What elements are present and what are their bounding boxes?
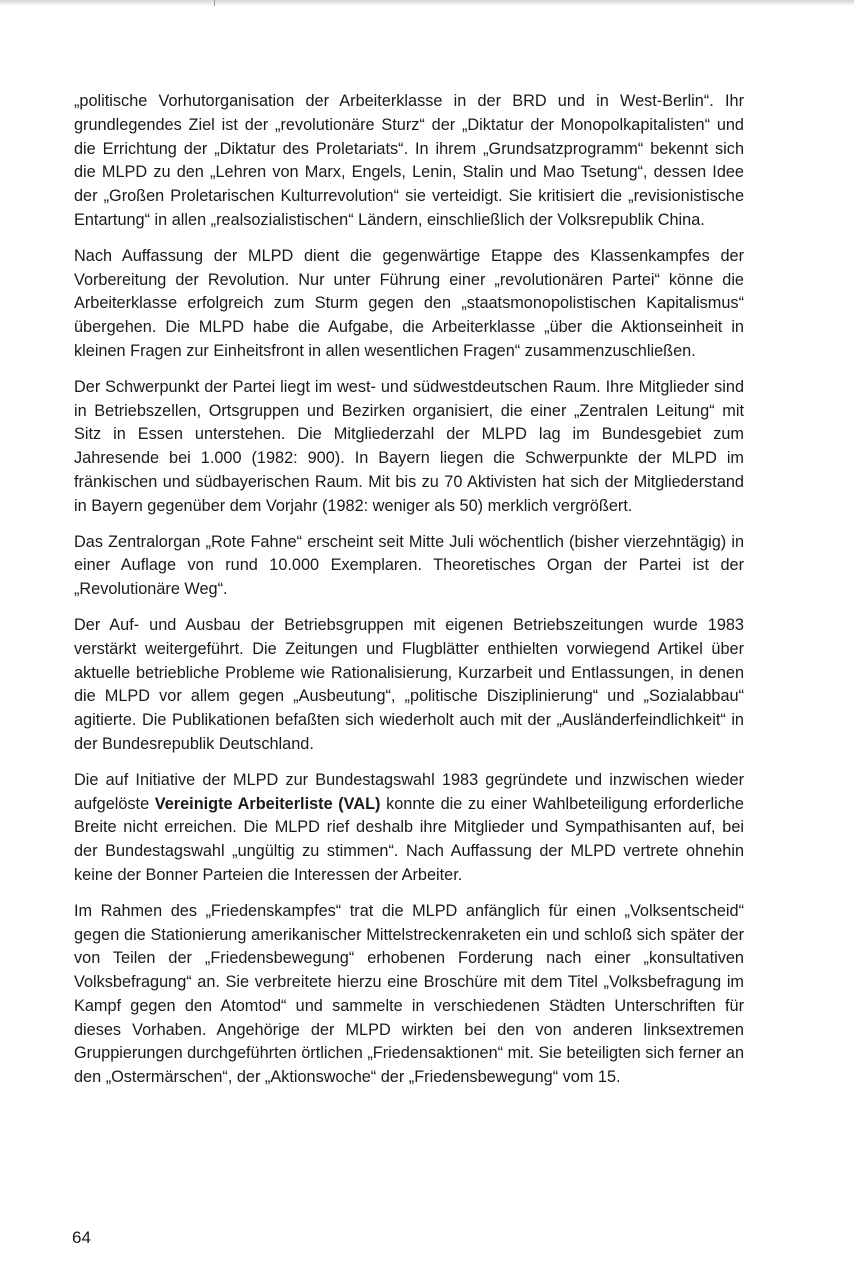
scan-top-edge (0, 0, 854, 6)
paragraph-val-rest: konnte die zu einer Wahlbeteiligung erforderliche Breite nicht erreichen. Die MLPD rief deshalb ihre Mitglieder und Sympathisanten auf, bei der Bundestagswahl „ungültig zu stimmen“. Nach Auffassung der MLPD vertrete ohnehin keine der Bonner Parteien die Interessen der Arbeiter. (74, 794, 744, 884)
body-text (74, 90, 744, 1102)
paragraph-mlpd-goals: „politische Vorhutorganisation der Arbeiterklasse in der BRD und in West-Berlin“. Ihr grundlegendes Ziel ist der „revolutionäre Sturz“ der „Diktatur der Monopolkapitalisten“ und die Errichtung der „Diktatur des Proletariats“. In ihrem „Grundsatzprogramm“ bekennt sich die MLPD zu den „Lehren von Marx, Engels, Lenin, Stalin und Mao Tsetung“, dessen Idee der „Großen Proletarischen Kulturrevolution“ sie verteidigt. Sie kritisiert die „revisionistische Entartung“ in allen „realsozialistischen“ Ländern, einschließlich der Volksrepublik China. (74, 92, 744, 229)
paragraph-peace-campaign: Im Rahmen des „Friedenskampfes“ trat die MLPD anfänglich für einen „Volksentscheid“ gegen die Stationierung amerikanischer Mittelstreckenraketen ein und schloß sich später der von Teilen der „Friedensbewegung“ erhobenen Forderung nach einer „konsultativen Volksbefragung“ an. Sie verbreitete hierzu eine Broschüre mit dem Titel „Volksbefragung im Kampf gegen den Atomtod“ und sammelte in verschiedenen Städten Unterschriften für dieses Vorhaben. Angehörige der MLPD wirkten bei den von anderen linksextremen Gruppierungen durchgeführten örtlichen „Friedensaktionen“ mit. Sie beteiligten sich ferner an den „Ostermärschen“, der „Aktionswoche“ der „Friedensbewegung“ vom 15. (74, 901, 744, 1087)
paragraph-central-organ: Das Zentralorgan „Rote Fahne“ erscheint seit Mitte Juli wöchentlich (bisher vierzehntägig) in einer Auflage von rund 10.000 Exemplaren. Theoretisches Organ der Partei ist der „Revolutionäre Weg“. (74, 532, 744, 599)
paragraph-class-struggle: Nach Auffassung der MLPD dient die gegenwärtige Etappe des Klassenkampfes der Vorbereitung der Revolution. Nur unter Führung einer „revolutionären Partei“ könne die Arbeiterklasse erfolgreich zum Sturm gegen den „staatsmonopolistischen Kapitalismus“ übergehen. Die MLPD habe die Aufgabe, die Arbeiterklasse „über die Aktionseinheit in kleinen Fragen zur Einheitsfront in allen wesentlichen Fragen“ zusammenzuschließen. (74, 246, 744, 360)
val-name-bold: Vereinigte Arbeiterliste (VAL) (154, 794, 381, 813)
scan-margin-mark (214, 0, 215, 6)
paragraph-factory-groups: Der Auf- und Ausbau der Betriebsgruppen mit eigenen Betriebszeitungen wurde 1983 verstärkt weitergeführt. Die Zeitungen und Flugblätter enthielten vorwiegend Artikel über aktuelle betriebliche Probleme wie Rationalisierung, Kurzarbeit und Entlassungen, in denen die MLPD vor allem gegen „Ausbeutung“, „politische Disziplinierung“ und „Sozialabbau“ agitierte. Die Publikationen befaßten sich wiederholt auch mit der „Ausländerfeindlichkeit“ in der Bundesrepublik Deutschland. (74, 615, 744, 753)
paragraph-val-lead: Die auf Initiative der MLPD zur Bundestagswahl 1983 gegründete und inzwischen wieder aufgelöste (74, 770, 744, 813)
paragraph-membership: Der Schwerpunkt der Partei liegt im west- und südwestdeutschen Raum. Ihre Mitglieder sind in Betriebszellen, Ortsgruppen und Bezirken organisiert, die einer „Zentralen Leitung“ mit Sitz in Essen unterstehen. Die Mitgliederzahl der MLPD lag im Bundesgebiet zum Jahresende bei 1.000 (1982: 900). In Bayern liegen die Schwerpunkte der MLPD im fränkischen und südbayerischen Raum. Mit bis zu 70 Aktivisten hat sich der Mitgliederstand in Bayern gegenüber dem Vorjahr (1982: weniger als 50) merklich vergrößert. (74, 377, 744, 515)
page-number: 64 (72, 1228, 91, 1247)
paragraph-val-election (74, 769, 744, 888)
